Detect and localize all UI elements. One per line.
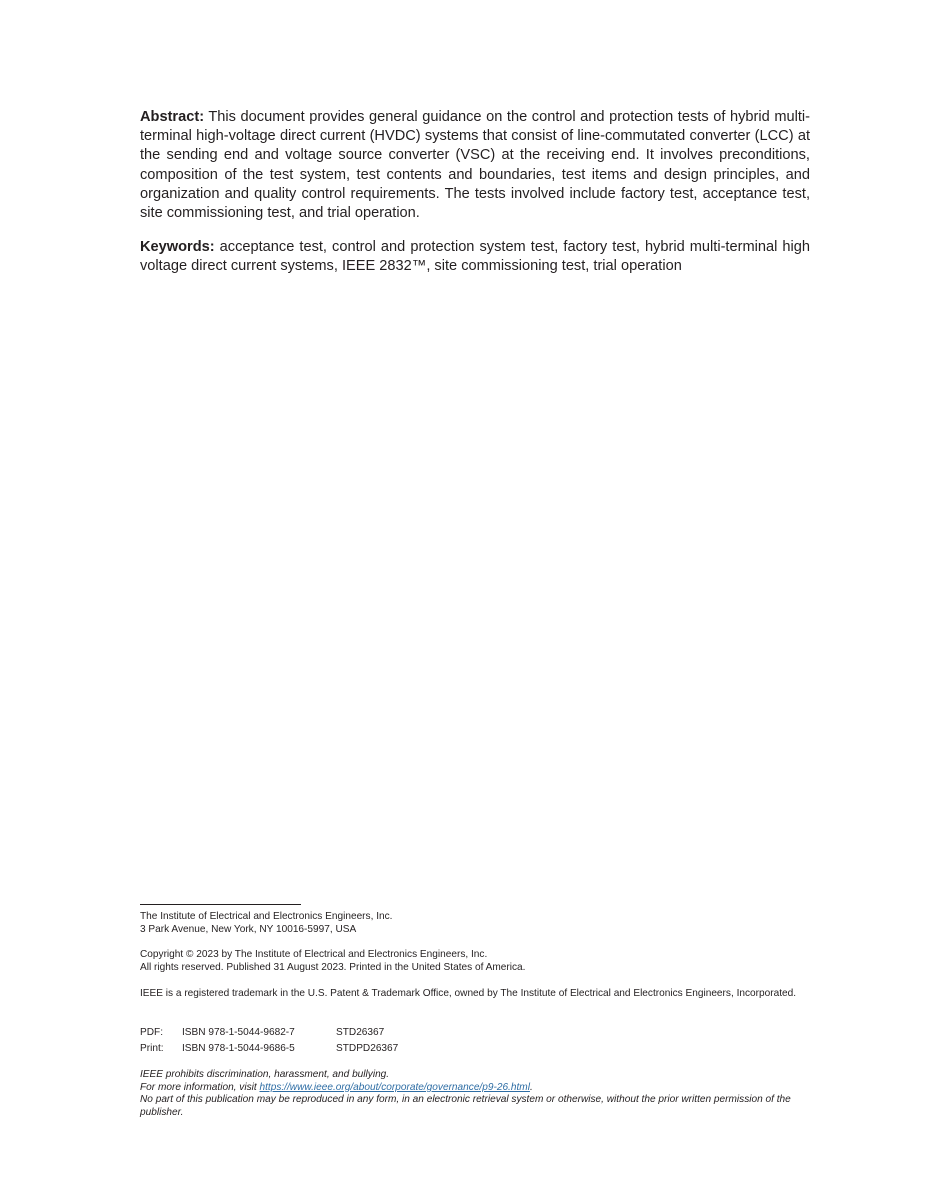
footnote-divider bbox=[140, 904, 301, 905]
governance-link[interactable]: https://www.ieee.org/about/corporate/governance/p9-26.html bbox=[259, 1081, 530, 1093]
publisher-block bbox=[140, 911, 812, 936]
isbn-format: Print: bbox=[140, 1042, 164, 1054]
trademark-text: IEEE is a registered trademark in the U.S. Patent & Trademark Office, owned by The Institute of Electrical and Electronics Engineers, Incorporated. bbox=[140, 988, 797, 999]
isbn-format: PDF: bbox=[140, 1027, 163, 1039]
rights-line: All rights reserved. Published 31 August 2023. Printed in the United States of America. bbox=[140, 961, 526, 973]
keywords-paragraph bbox=[140, 238, 810, 276]
info-line bbox=[140, 1082, 812, 1095]
isbn-number: ISBN 978-1-5044-9686-5 bbox=[182, 1042, 295, 1054]
info-suffix: . bbox=[529, 1081, 533, 1093]
reproduction-notice: No part of this publication may be reproduced in any form, in an electronic retrieval system or otherwise, without the prior written permission of the publisher. bbox=[140, 1094, 791, 1118]
publisher-name: The Institute of Electrical and Electronics Engineers, Inc. bbox=[140, 911, 393, 922]
keywords-text: acceptance test, control and protection system test, factory test, hybrid multi-terminal high voltage direct current systems, IEEE 2832™, site commissioning test, trial operation bbox=[140, 239, 810, 275]
isbn-code: STDPD26367 bbox=[336, 1042, 399, 1054]
harassment-notice: IEEE prohibits discrimination, harassment, and bullying. bbox=[140, 1069, 390, 1080]
notice-block bbox=[140, 1069, 812, 1119]
copyright-line: Copyright © 2023 by The Institute of Electrical and Electronics Engineers, Inc. bbox=[140, 949, 488, 960]
isbn-number: ISBN 978-1-5044-9682-7 bbox=[182, 1027, 295, 1039]
document-page bbox=[140, 0, 810, 1202]
abstract-text: This document provides general guidance on the control and protection tests of hybrid multi-terminal high-voltage direct current (HVDC) systems that consist of line-commutated converter (LCC) at the sending end and voltage source converter (VSC) at the receiving end. It involves preconditions, composition of the test system, test contents and boundaries, test items and design principles, and organization and quality control requirements. The tests involved include factory test, acceptance test, site commissioning test, and trial operation. bbox=[140, 109, 810, 222]
isbn-code: STD26367 bbox=[336, 1027, 385, 1039]
abstract-label: Abstract: bbox=[140, 109, 205, 125]
publisher-address: 3 Park Avenue, New York, NY 10016-5997, USA bbox=[140, 923, 357, 935]
info-prefix: For more information, visit bbox=[140, 1081, 260, 1093]
isbn-row-pdf bbox=[140, 1026, 812, 1042]
keywords-label: Keywords: bbox=[140, 239, 215, 255]
copyright-block bbox=[140, 949, 812, 974]
abstract-paragraph bbox=[140, 108, 810, 223]
isbn-table bbox=[140, 1026, 812, 1057]
isbn-row-print bbox=[140, 1042, 812, 1058]
trademark-block bbox=[140, 988, 812, 1001]
